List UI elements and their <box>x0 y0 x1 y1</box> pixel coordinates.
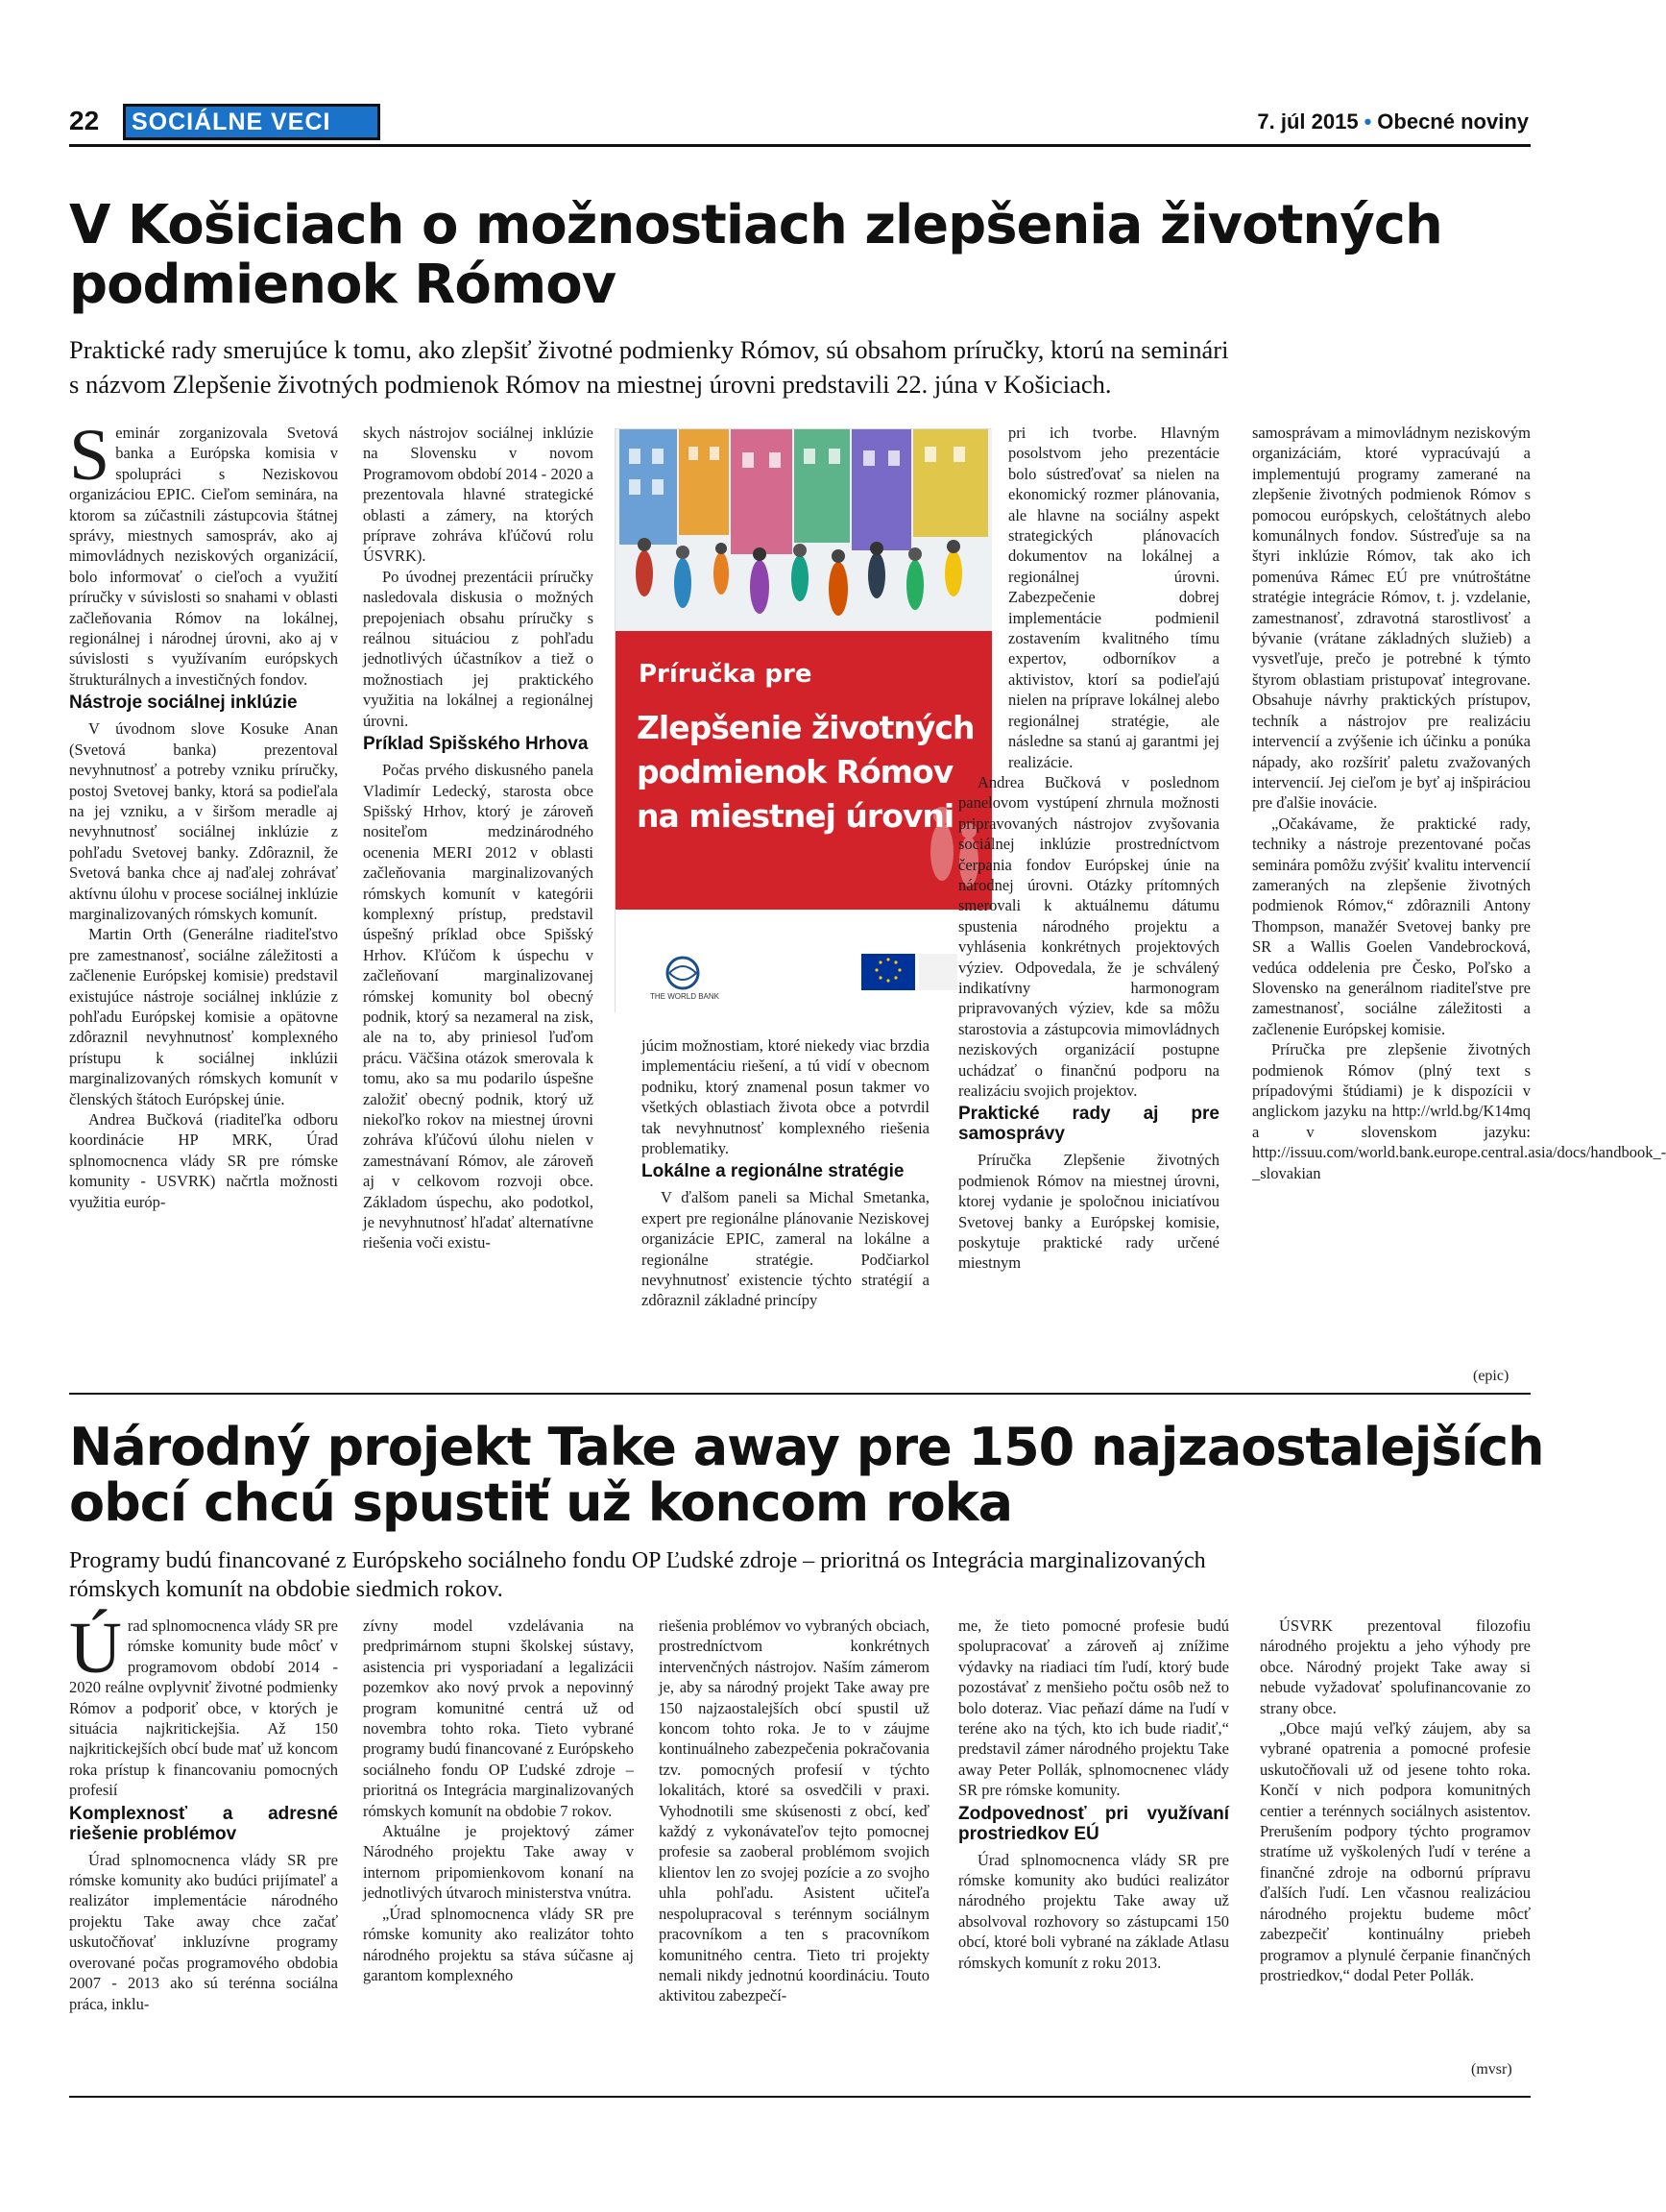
article1-headline-line2: podmienok Rómov <box>69 254 616 316</box>
subheading-komplexnost: Komplexnosť a adresné riešenie problémov <box>69 1803 338 1844</box>
article2-credit: (mvsr) <box>1471 2061 1512 2078</box>
article1-col2-p2: Po úvodnej prezentácii príručky nasledovala diskusia o možných prepojeniach obsahu príručky s reálnou situáciou z pohľadu jednotlivých účastníkov a tiež o možnostiach jej praktického využitia na lokálnej a regionálnej úrovni. <box>363 567 593 730</box>
article1-col2-p1: skych nástrojov sociálnej inklúzie na Slovensku v novom Programovom období 2014 - 2020 a prezentovala hlavné strategické oblasti a zámery, na ktorých príprave zohráva kľúčovú rolu ÚSVRK). <box>363 424 593 566</box>
article2-lede-line1: Programy budú financované z Európskeho sociálneho fondu OP Ľudské zdroje – prioritná os Integrácia marginalizovaných <box>69 1548 1206 1573</box>
article1-credit: (epic) <box>1473 1368 1509 1384</box>
header-rule <box>69 144 1531 147</box>
article1-column-5 <box>1252 423 1666 1364</box>
article1-headline-line1: V Košiciach o možnostiach zlepšenia životných <box>69 194 1442 256</box>
article2-col5-p1: ÚSVRK prezentoval filozofiu národného projektu a jeho výhody pre obce. Národný projekt Take away si nebude vyžadovať spolufinancovanie zo strany obce. <box>1260 1616 1531 1717</box>
article1-col5-p3: Príručka pre zlepšenie životných podmienok Rómov (plný text s prípadovými štúdiami) je k dispozícii v anglickom jazyku na http://wrld.bg/K14mq a v slovenskom jazyku: http://issuu.com/world.bank.europe.central.asia/docs/handbook_-_slovakian <box>1252 1040 1666 1182</box>
article1-col3-p2: V ďalšom paneli sa Michal Smetanka, expert pre regionálne plánovanie Neziskovej organizácie EPIC, zameral na lokálne a regionálne stratégie. Podčiarkol nevyhnutnosť existencie týchto stratégií a zdôraznil základné princípy <box>641 1188 930 1310</box>
article2-headline-line1: Národný projekt Take away pre 150 najzaostalejších <box>69 1417 1544 1477</box>
cover-pretitle: Príručka pre <box>639 660 812 689</box>
article2-column-2 <box>363 1616 634 2088</box>
article2-lede-line2: rómskych komunít na obdobie siedmich rokov. <box>69 1577 503 1602</box>
article2-col4-p1: me, že tieto pomocné profesie budú spolupracovať a zároveň aj znížime výdavky na riadiaci tím ľudí, ktorý bude pozostávať z menšieho počtu osôb než to bolo doteraz. Viac peňazí dáme na ľudí v teréne ako na tých, kto ich bude riadiť,“ predstavil zámer národného projektu Take away Peter Pollák, splnomocnenec vlády SR pre rómske komunity. <box>958 1616 1229 1800</box>
article1-lede-line1: Praktické rady smerujúce k tomu, ako zlepšiť životné podmienky Rómov, sú obsahom príručky, ktorú na seminári <box>69 335 1229 364</box>
issue-date-line <box>1257 109 1529 134</box>
article1-column-3 <box>641 1035 930 1385</box>
article1-lede-line2: s názvom Zlepšenie životných podmienok Rómov na miestnej úrovni predstavili 22. júna v Košiciach. <box>69 370 1112 399</box>
article1-lede <box>69 332 1529 401</box>
article2-col3-p1: riešenia problémov vo vybraných obciach, prostredníctvom konkrétnych intervenčných nástrojov. Naším zámerom je, aby sa národný projekt Take away pre 150 najzaostalejších obcí spustil už koncom tohto roka. Je to v záujme kontinuálneho zabezpečenia pokračovania tzv. pomocných profesií v týchto lokalitách, ktoré sa osvedčili v praxi. Vyhodnotili sme skúsenosti z obcí, keď každý z vykonávateľov tejto pomocnej profesie sa zaoberal problémom svojich klientov len zo svojej pozície a zo svojho uhla pohľadu. Asistent učiteľa nespolupracoval s terénnym sociálnym pracovníkom a ten s pracovníkom komunitného centra. Tieto tri projekty nemali nikdy jednotnú koordináciu. Touto aktivitou zabezpečí- <box>659 1616 930 2005</box>
article1-col4-p1: pri ich tvorbe. Hlavným posolstvom jeho prezentácie bolo sústreďovať sa nielen na ekonomický rozmer plánovania, ale hlavne na sociálny aspekt strategických plánovacích dokumentov na lokálnej a regionálnej úrovni. Zabezpečenie dobrej implementácie podmienil zostavením kvalitného tímu expertov, odborníkov a aktivistov, ktorí sa podieľajú nielen na príprave lokálnej alebo regionálnej stratégie, ale následne sa stanú aj garantmi jej realizácie. <box>1008 424 1219 771</box>
page-number: 22 <box>69 106 100 135</box>
subheading-nastroje: Nástroje sociálnej inklúzie <box>69 693 298 714</box>
article-divider <box>69 1393 1531 1395</box>
article2-col1-p2: Úrad splnomocnenca vlády SR pre rómske komunity ako budúci prijímateľ a realizátor implementácie národného projektu Take away chce začať uskutočňovať inkluzívne programy overované počas programového obdobia 2007 - 2013 ako sú terénna sociálna práca, inklu- <box>69 1850 338 2013</box>
handbook-cover-image <box>615 428 991 1012</box>
article1-headline <box>69 196 1442 315</box>
article2-col1-p1: Úrad splnomocnenca vlády SR pre rómske komunity bude môcť v programovom období 2014 - 2020 reálne ovplyvniť životné podmienky Rómov a podporiť obce, v ktorých je situácia najkritickejšia. Až 150 najkritickejších obcí bude mať už koncom roka prístup k financovaniu pomocných profesií <box>69 1608 338 1800</box>
article1-col1-p3: Martin Orth (Generálne riaditeľstvo pre zamestnanosť, sociálne záležitosti a začlenenie Európskej komisie) predstavil existujúce nástroje sociálnej inklúzie z pohľadu Európskej komisie a opätovne zdôraznil nevyhnutnosť komplexného prístupu k sociálnej inklúzii marginalizovaných rómskych komunít v členských štátoch Európskej únie. <box>69 925 338 1108</box>
article1-col2-p3: Počas prvého diskusného panela Vladimír Ledecký, starosta obce Spišský Hrhov, ktorý je zároveň nositeľom medzinárodného ocenenia MERI 2012 v oblasti začleňovania marginalizovaných rómskych komunít v kategórii komplexný prístup, predstavil úspešný príklad obce Spišský Hrhov. Kľúčom k úspechu v začleňovaní marginalizovanej rómskej komunity bol obecný podnik, ktorý sa nezameral na zisk, ale na to, aby priniesol ľuďom prácu. Väčšina otázok smerovala k tomu, ako sa mu podarilo úspešne založiť obecný podnik, ktorý už niekoľko rokov na miestnej úrovni zohráva kľúčovú úlohu nielen v zamestnávaní Rómov, ale zároveň aj v celkovom rozvoji obce. Základom úspechu, ako podotkol, je nevyhnutnosť hľadať alternatívne riešenia voči existu- <box>363 761 593 1252</box>
subheading-priklad: Príklad Spišského Hrhova <box>363 734 589 755</box>
article1-col5-p2: „Očakávame, že praktické rady, techniky a nástroje prezentované počas seminára pomôžu zvýšiť kvalitu intervencií zameraných na zlepšenie životných podmienok Rómov,“ zdôraznili Antony Thompson, manažér Svetovej banky pre SR a Wallis Goelen Vandebrocková, vedúca oddelenia pre Česko, Poľsko a Slovensko na generálnom riaditeľstve pre zamestnanosť, sociálne záležitosti a začlenenie Európskej komisie. <box>1252 814 1531 1038</box>
article1-col4-p3: Príručka Zlepšenie životných podmienok Rómov na miestnej úrovni, ktorej vydanie je spoločnou iniciatívou Svetovej banky a Európskej komisie, poskytuje praktické rady určené miestnym <box>958 1151 1219 1273</box>
page-header <box>69 102 1529 144</box>
article2-column-3 <box>659 1616 930 2088</box>
article2-column-4 <box>958 1616 1229 2088</box>
article2-col2-p1: zívny model vzdelávania na predprimárnom stupni školskej sústavy, asistencia pri vysporiadaní a legalizácii pozemkov ako nový prvok a nepovinný program komunitné centrá už od novembra tohto roka. Tieto vybrané programy budú financované z Európskeho sociálneho fondu OP Ľudské zdroje – prioritná os Integrácia marginalizovaných rómskych komunít na obdobie 7 rokov. <box>363 1616 634 1820</box>
cover-title: Zlepšenie životných podmienok Rómov na miestnej úrovni <box>637 709 975 835</box>
article1-column-2 <box>363 423 593 1385</box>
dropcap: Ú <box>69 1608 122 1689</box>
article2-col4-p2: Úrad splnomocnenca vlády SR pre rómske komunity ako budúci realizátor národného projektu Take away už absolvoval rozhovory so zástupcami 150 obcí, ktoré boli vybrané na základe Atlasu rómskych komunít z roku 2013. <box>958 1850 1229 1972</box>
article1-col3-p1: júcim možnostiam, ktoré niekedy viac brzdia implementáciu riešení, a tú vidí v obecnom podniku, ktorý znamenal posun takmer vo všetkých oblastiach života obce a potvrdil tak nevyhnutnosť komplexného riešenia problematiky. <box>641 1036 930 1158</box>
dropcap: S <box>69 415 110 496</box>
issue-date: 7. júl 2015 <box>1257 109 1359 134</box>
article1-col1-p2: V úvodnom slove Kosuke Anan (Svetová banka) prezentoval nevyhnutnosť a potreby vzniku príručky, postoj Svetovej banky, ktorá sa podieľala na jej vzniku, a v širšom meradle aj nevyhnutnosť sociálnej inklúzie z pohľadu Svetovej banky. Zdôraznil, že Svetová banka chce aj naďalej zohrávať aktívnu úlohu v procese sociálnej inklúzie marginalizovaných rómskych komunít. <box>69 719 338 923</box>
publication-name: Obecné noviny <box>1377 109 1529 134</box>
article2-lede <box>69 1546 1529 1604</box>
page-bottom-rule <box>69 2096 1531 2098</box>
article2-column-1 <box>69 1608 338 2088</box>
separator-bullet: • <box>1364 109 1372 134</box>
article1-col1-p1: Seminár zorganizovala Svetová banka a Európska komisia v spolupráci s Neziskovou organizáciou EPIC. Cieľom seminára, na ktorom sa zúčastnili zástupcovia štátnej správy, miestnych samospráv, ako aj mimovládnych neziskových organizácií, bolo informovať o cieľoch a využití príručky v súvislosti so snahami v oblasti začleňovania Rómov na lokálnej, regionálnej i národnej úrovni, ako aj v súvislosti s využívaním európskych štrukturálnych a investičných fondov. <box>69 415 338 689</box>
article2-headline-line2: obcí chcú spustiť už koncom roka <box>69 1472 1013 1533</box>
article2-col2-p2: Aktuálne je projektový zámer Národného projektu Take away v internom pripomienkovom konaní na jednotlivých útvaroch ministerstva vnútra. <box>363 1822 634 1903</box>
article2-column-5 <box>1260 1616 1531 2075</box>
subheading-prakticke: Praktické rady aj pre samosprávy <box>958 1104 1219 1145</box>
article1-col1-p4: Andrea Bučková (riaditeľka odboru koordinácie HP MRK, Úrad splnomocnenca vlády SR pre rómske komunity - USVRK) načrtla možnosti využitia európ- <box>69 1110 338 1211</box>
world-bank-logo: THE WORLD BANK <box>650 992 720 1001</box>
article1-col4-p2: Andrea Bučková v poslednom panelovom vystúpení zhrnula možnosti pripravovaných nástrojov zvyšovania sociálnej inklúzie prostredníctvom čerpania fondov Európskej únie na národnej úrovni. Otázky prítomných smerovali k aktuálnemu dátumu spustenia národného projektu a vyhlásenia konkrétnych projektových výziev. Odpovedala, že je schválený indikatívny harmonogram pripravovaných výziev, kde sa môžu starostovia a zástupcovia mimovládnych neziskových organizácií postupne uchádzať o finančnú podporu na realizáciu svojich projektov. <box>958 772 1219 1100</box>
subheading-zodpovednost: Zodpovednosť pri využívaní prostriedkov EÚ <box>958 1803 1229 1844</box>
article1-column-1 <box>69 415 338 1385</box>
article1-column-4 <box>958 423 1219 1385</box>
article2-col5-p2: „Obce majú veľký záujem, aby sa vybrané opatrenia a pomocné profesie uskutočňovali už od jesene tohto roka. Končí v nich podpora komunitných centier a terénnych sociálnych asistentov. Prerušením podpory týchto programov stratíme už vyškolených ľudí v teréne a finančné zdroje na odbornú prípravu ďalších ľudí. Len včasnou realizáciou národného projektu budeme môcť zabezpečiť kontinuálny priebeh programov a plynulé čerpanie finančných prostriedkov,“ dodal Peter Pollák. <box>1260 1719 1531 1984</box>
section-label: SOCIÁLNE VECI <box>123 104 380 140</box>
article2-headline <box>69 1417 1544 1533</box>
article2-col2-p3: „Úrad splnomocnenca vlády SR pre rómske komunity ako realizátor tohto národného projektu sa stáva súčasne aj garantom komplexného <box>363 1904 634 1984</box>
article1-col5-p1: samosprávam a mimovládnym neziskovým organizáciám, ktoré vypracúvajú a implementujú programy zamerané na zlepšenie životných podmienok Rómov s pomocou európskych, celoštátnych alebo komunálnych fondov. Sústreďuje sa na štyri inklúzie Rómov, tak ako ich pomenúva Rámec EÚ pre vnútroštátne stratégie integrácie Rómov, t. j. vzdelanie, zamestnanosť, zdravotná starostlivosť a bývanie (vrátane základných služieb) a vysvetľuje, prečo je potrebné k týmto štyrom oblastiam pristupovať integrovane. Obsahuje návrhy praktických prístupov, techník a nástrojov pre realizáciu intervencií a zvýšenie ich účinku a ponúka nápady, ako rozšíriť paletu zvažovaných intervencií. Jej cieľom je byť aj inšpiráciou pre ďalšie inovácie. <box>1252 424 1531 813</box>
subheading-lokalne: Lokálne a regionálne stratégie <box>641 1161 905 1182</box>
